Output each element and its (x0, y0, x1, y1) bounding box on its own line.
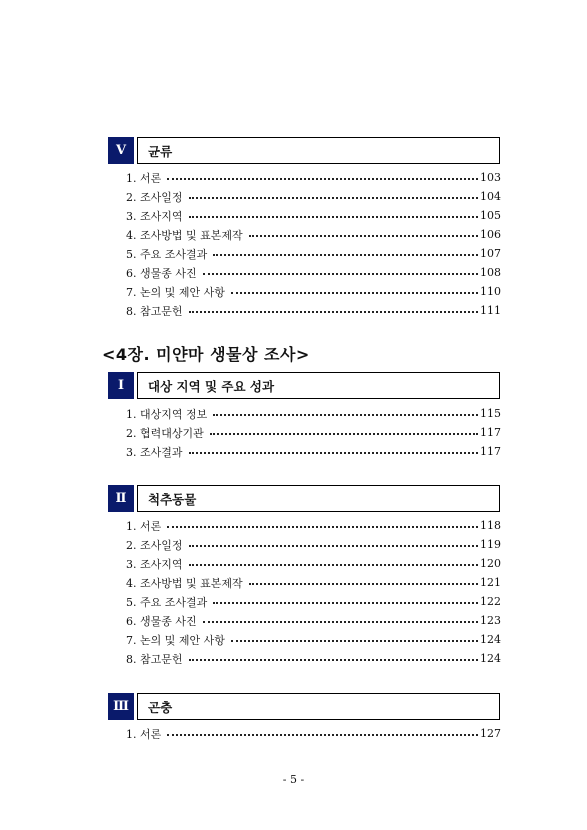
toc-item[interactable] (126, 404, 501, 423)
toc-item-page: 106 (480, 228, 501, 241)
toc-item-label: 3. 조사결과 (126, 445, 183, 459)
toc-item[interactable] (126, 649, 501, 668)
toc-item[interactable] (126, 724, 501, 743)
toc-item-label: 7. 논의 및 제안 사항 (126, 285, 225, 299)
toc-item[interactable] (126, 263, 501, 282)
toc-item-page: 107 (480, 247, 501, 260)
dot-leader (189, 545, 479, 547)
dot-leader (189, 311, 479, 313)
dot-leader (189, 659, 479, 661)
toc-item-label: 4. 조사방법 및 표본제작 (126, 228, 243, 242)
toc-item-label: 8. 참고문헌 (126, 652, 183, 666)
section-title: 척추동물 (137, 485, 500, 512)
toc-item-label: 4. 조사방법 및 표본제작 (126, 576, 243, 590)
toc-item-page: 127 (480, 727, 501, 740)
toc-item-page: 104 (480, 190, 501, 203)
toc-item[interactable] (126, 630, 501, 649)
section-numeral: Ⅰ (108, 372, 134, 399)
section-title: 균류 (137, 137, 500, 164)
toc-item-label: 1. 대상지역 정보 (126, 407, 208, 421)
dot-leader (213, 414, 478, 416)
dot-leader (189, 197, 479, 199)
toc-item-page: 111 (480, 304, 501, 317)
toc-item-label: 3. 조사지역 (126, 209, 183, 223)
toc-item-page: 105 (480, 209, 501, 222)
toc-item-page: 117 (480, 426, 501, 439)
toc-item-page: 124 (480, 633, 501, 646)
page-number: - 5 - (282, 773, 305, 786)
toc-list-fungi (126, 168, 501, 320)
toc-item-page: 118 (480, 519, 501, 532)
toc-item[interactable] (126, 592, 501, 611)
toc-item-label: 5. 주요 조사결과 (126, 247, 208, 261)
section-title: 대상 지역 및 주요 성과 (137, 372, 500, 399)
toc-list-insects (126, 724, 501, 743)
toc-item-label: 8. 참고문헌 (126, 304, 183, 318)
toc-item-page: 124 (480, 652, 501, 665)
section-numeral: Ⅴ (108, 137, 134, 164)
dot-leader (231, 640, 478, 642)
toc-item[interactable] (126, 206, 501, 225)
toc-item-label: 6. 생물종 사진 (126, 266, 197, 280)
toc-list-vertebrates (126, 516, 501, 668)
dot-leader (203, 621, 478, 623)
dot-leader (189, 216, 479, 218)
toc-item[interactable] (126, 554, 501, 573)
toc-item-page: 121 (480, 576, 501, 589)
section-numeral: Ⅱ (108, 485, 134, 512)
toc-item-label: 2. 조사일정 (126, 538, 183, 552)
toc-item[interactable] (126, 535, 501, 554)
toc-item-page: 108 (480, 266, 501, 279)
toc-item[interactable] (126, 168, 501, 187)
toc-item-page: 110 (480, 285, 501, 298)
chapter-heading: <4장. 미얀마 생물상 조사> (102, 345, 310, 364)
dot-leader (203, 273, 478, 275)
toc-item-page: 115 (480, 407, 501, 420)
dot-leader (213, 254, 478, 256)
toc-item-page: 120 (480, 557, 501, 570)
toc-item-label: 1. 서론 (126, 727, 162, 741)
toc-item[interactable] (126, 442, 501, 461)
toc-item-page: 117 (480, 445, 501, 458)
dot-leader (210, 433, 478, 435)
toc-item[interactable] (126, 301, 501, 320)
toc-item-label: 2. 협력대상기관 (126, 426, 204, 440)
toc-list-target-area (126, 404, 501, 461)
dot-leader (249, 583, 478, 585)
toc-item[interactable] (126, 611, 501, 630)
toc-item-page: 122 (480, 595, 501, 608)
dot-leader (231, 292, 478, 294)
toc-item-page: 103 (480, 171, 501, 184)
dot-leader (167, 734, 478, 736)
dot-leader (167, 178, 478, 180)
toc-item-label: 2. 조사일정 (126, 190, 183, 204)
dot-leader (167, 526, 478, 528)
toc-item[interactable] (126, 187, 501, 206)
toc-item[interactable] (126, 225, 501, 244)
dot-leader (249, 235, 478, 237)
toc-item[interactable] (126, 516, 501, 535)
toc-item-page: 119 (480, 538, 501, 551)
section-header-insects (108, 693, 500, 720)
toc-item-label: 6. 생물종 사진 (126, 614, 197, 628)
toc-item-label: 3. 조사지역 (126, 557, 183, 571)
dot-leader (189, 564, 479, 566)
toc-item-label: 5. 주요 조사결과 (126, 595, 208, 609)
toc-item-label: 7. 논의 및 제안 사항 (126, 633, 225, 647)
section-numeral: Ⅲ (108, 693, 134, 720)
dot-leader (213, 602, 478, 604)
section-header-fungi (108, 137, 500, 164)
section-header-vertebrates (108, 485, 500, 512)
toc-item[interactable] (126, 244, 501, 263)
toc-item[interactable] (126, 423, 501, 442)
dot-leader (189, 452, 479, 454)
toc-item[interactable] (126, 573, 501, 592)
section-header-target-area (108, 372, 500, 399)
toc-item-label: 1. 서론 (126, 171, 162, 185)
toc-item[interactable] (126, 282, 501, 301)
toc-item-page: 123 (480, 614, 501, 627)
toc-item-label: 1. 서론 (126, 519, 162, 533)
section-title: 곤충 (137, 693, 500, 720)
